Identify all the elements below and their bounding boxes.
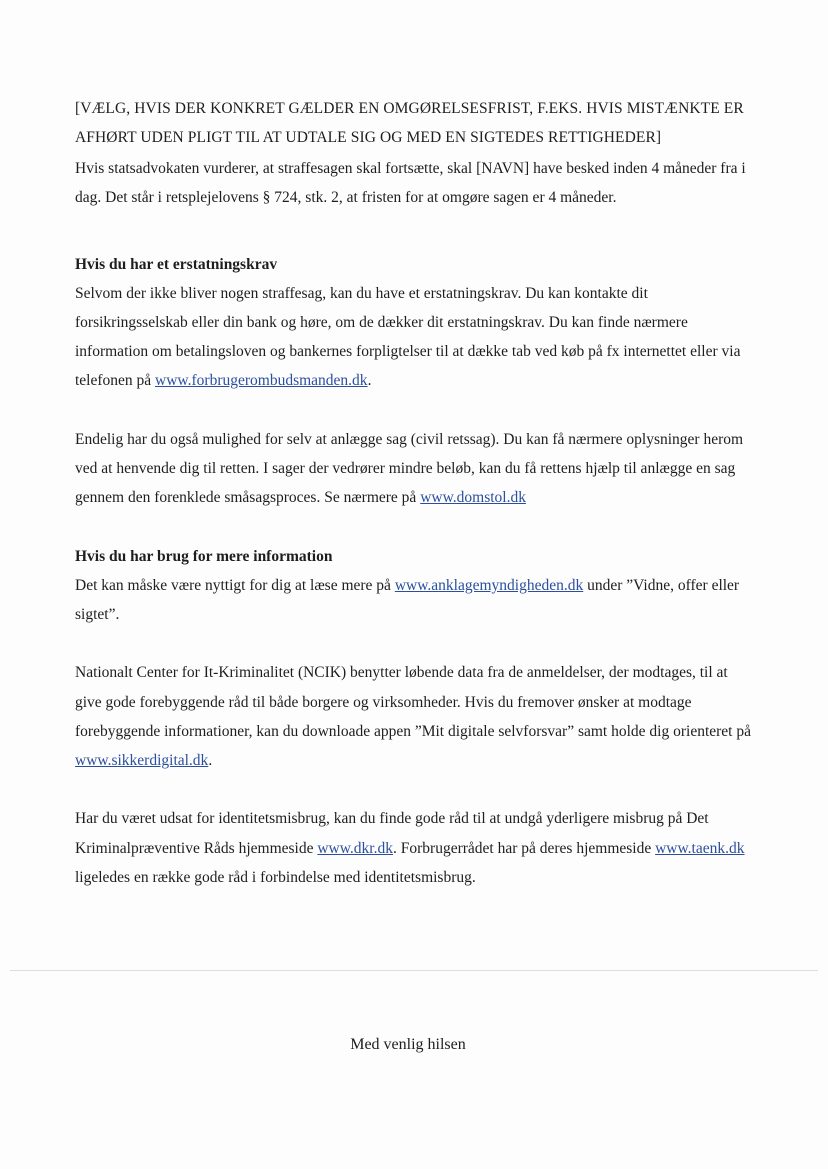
info-paragraph-3-text: Har du været udsat for identitetsmisbrug, kan du finde gode råd til at undgå yderligere misbrug på Det Kriminalpræventive Råds hjemmeside <box>75 810 709 857</box>
domstol-link[interactable]: www.domstol.dk <box>420 489 526 507</box>
compensation-paragraph-1-text: Selvom der ikke bliver nogen straffesag, kan du have et erstatningskrav. Du kan kontakte dit forsikringsselskab eller din bank og høre, om de dækker dit erstatningskrav. Du kan finde nærmere information om betalingsloven og bankernes forpligtelser til at dække tab ved køb på fx internettet eller via telefonen på <box>75 284 741 390</box>
info-paragraph-2-text: Nationalt Center for It-Kriminalitet (NCIK) benytter løbende data fra de anmeldelser, der modtages, til at give gode forebyggende råd til både borgere og virksomheder. Hvis du fremover ønsker at modtage forebyggende informationer, kan du downloade appen ”Mit digitale selvforsvar” samt holde dig orienteret på <box>75 664 751 740</box>
forbrugerombudsmanden-link[interactable]: www.forbrugerombudsmanden.dk <box>155 372 368 390</box>
sikkerdigital-link[interactable]: www.sikkerdigital.dk <box>75 752 209 770</box>
dkr-link[interactable]: www.dkr.dk <box>317 839 393 857</box>
compensation-paragraph-1 <box>75 279 755 396</box>
omgoerelse-paragraph: Hvis statsadvokaten vurderer, at straffesagen skal fortsætte, skal [NAVN] have besked inden 4 måneder fra i dag. Det står i retsplejelovens § 724, stk. 2, at fristen for at omgøre sagen er 4 måneder. <box>75 160 746 207</box>
info-paragraph-1 <box>75 571 755 630</box>
letter-body <box>75 95 755 892</box>
omgoerelse-note: [VÆLG, HVIS DER KONKRET GÆLDER EN OMGØRELSESFRIST, F.EKS. HVIS MISTÆNKTE ER AFHØRT UDEN PLIGT TIL AT UDTALE SIG OG MED EN SIGTEDES RETTIGHEDER] <box>75 100 744 146</box>
closing-greeting: Med venlig hilsen <box>350 1036 466 1053</box>
compensation-paragraph-2 <box>75 425 755 513</box>
compensation-paragraph-1-end: . <box>367 372 372 390</box>
info-paragraph-3-mid: . Forbrugerrådet har på deres hjemmeside <box>393 839 656 857</box>
info-paragraph-2-end: . <box>208 752 213 770</box>
info-heading: Hvis du har brug for mere information <box>75 547 333 565</box>
info-paragraph-1-text: Det kan måske være nyttigt for dig at læse mere på <box>75 576 395 594</box>
info-paragraph-3 <box>75 804 755 892</box>
info-paragraph-1-end: under ”Vidne, offer eller sigtet”. <box>75 576 740 623</box>
info-paragraph-2 <box>75 658 755 775</box>
compensation-paragraph-2-text: Endelig har du også mulighed for selv at anlægge sag (civil retssag). Du kan få nærmere oplysninger herom ved at henvende dig til retten. I sager der vedrører mindre beløb, kan du få rettens hjælp til anlægge en sag gennem den forenklede småsagsproces. Se nærmere på <box>75 430 744 507</box>
taenk-link[interactable]: www.taenk.dk <box>655 839 745 857</box>
compensation-heading: Hvis du har et erstatningskrav <box>75 255 278 273</box>
info-paragraph-3-end: ligeledes en række gode råd i forbindelse med identitetsmisbrug. <box>75 869 476 887</box>
scan-artifact-line <box>10 970 818 971</box>
anklagemyndigheden-link[interactable]: www.anklagemyndigheden.dk <box>394 576 584 594</box>
